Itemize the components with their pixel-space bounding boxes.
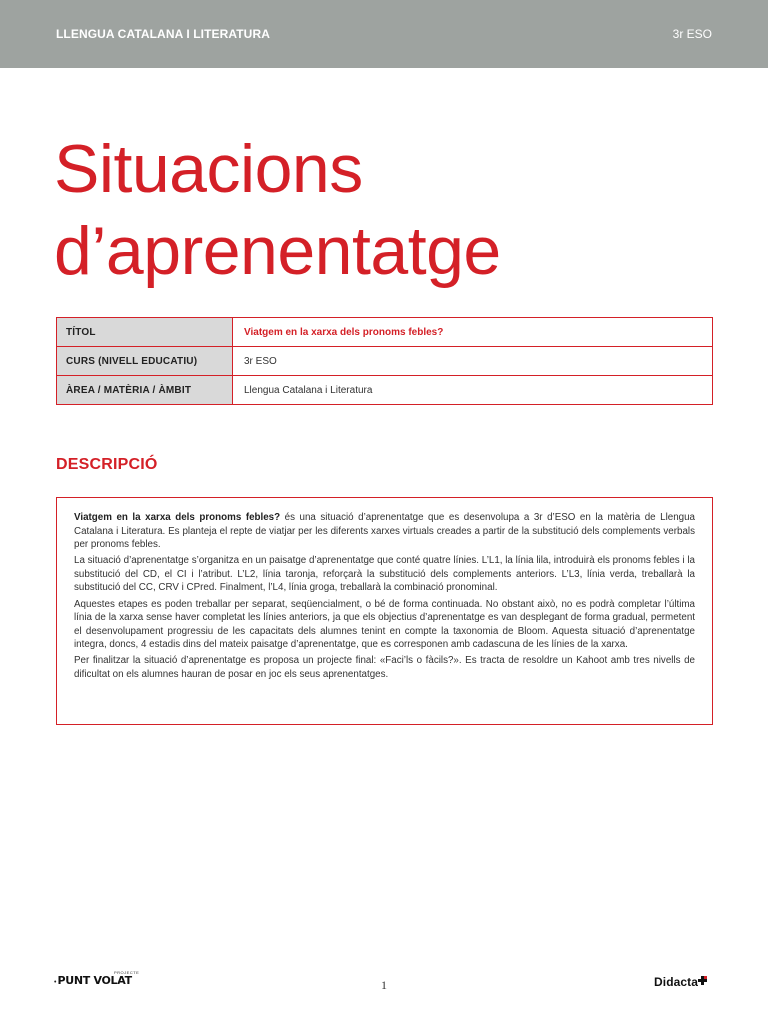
didacta-logo <box>654 972 707 992</box>
description-heading: DESCRIPCIÓ <box>56 456 158 473</box>
description-paragraph-2: La situació d’aprenentatge s’organitza en un paisatge d’aprenentatge que conté quatre línies. L’L1, la línia lila, introduirà els pronoms febles i la substitució del CD, el CI i l’atribut. L’L2, línia taronja, reforçarà la substitució dels complements anteriors. L’L3, línia verda, treballarà la substitució del CC, CRV i CPred. Finalment, l’L4, línia groga, treballarà la combinació pronominal. <box>74 555 695 594</box>
page-title-line-1: Situacions <box>54 131 363 207</box>
description-box <box>56 497 713 725</box>
plus-icon <box>698 976 707 985</box>
table-row <box>57 376 713 405</box>
page-header <box>0 0 768 68</box>
area-value: Llengua Catalana i Literatura <box>233 376 713 405</box>
description-highlight: Viatgem en la xarxa dels pronoms febles? <box>74 512 281 523</box>
course-level: 3r ESO <box>672 27 712 41</box>
punt-volat-logo-text: PUNT VOLAT <box>57 974 132 987</box>
description-paragraph-3: Aquestes etapes es poden treballar per separat, seqüencialment, o bé de forma continuada. No obstant això, no es podrà completar l’última línia de la xarxa sense haver completat les línies anteriors, ja que els objectius d’aprenentatge es van desplegant de forma gradual, permetent el desenvolupament progressiu de les capacitats dels alumnes tenint en compte la taxonomia de Bloom. Aquesta situació d’aprenentatge integra, doncs, 4 estadis dins del mateix paisatge d’aprenentatge, que es corresponen amb cadascuna de les línies de la xarxa. <box>74 598 695 651</box>
table-row <box>57 318 713 347</box>
course-label: CURS (NIVELL EDUCATIU) <box>57 347 233 376</box>
info-table <box>56 317 713 405</box>
course-value: 3r ESO <box>233 347 713 376</box>
page-title-line-2: d’aprenentatge <box>54 213 501 289</box>
title-value: Viatgem en la xarxa dels pronoms febles? <box>233 318 713 347</box>
didacta-logo-text: Didacta <box>654 975 699 989</box>
description-paragraph-4: Per finalitzar la situació d’aprenentatge es proposa un projecte final: «Faci’ls o fàcils?». Es tracta de resoldre un Kahoot amb tres nivells de dificultat on els alumnes hauran de posar en joc els seus aprenentatges. <box>74 655 695 681</box>
title-label: TÍTOL <box>57 318 233 347</box>
logo-dot-icon: • <box>54 979 57 986</box>
subject-title: LLENGUA CATALANA I LITERATURA <box>56 27 270 41</box>
table-row <box>57 347 713 376</box>
description-paragraph-1 <box>74 511 695 552</box>
page-title <box>54 128 501 292</box>
description-paragraph-1-text: és una situació d’aprenentatge que es desenvolupa a 3r d’ESO en la matèria de Llengua Catalana i Literatura. Es planteja el repte de viatjar per les diferents xarxes virtuals creades a partir de la substitució dels complements verbals per pronoms febles. <box>74 512 695 551</box>
page-number: 1 <box>381 978 387 992</box>
punt-volat-logo <box>54 970 140 987</box>
area-label: ÀREA / MATÈRIA / ÀMBIT <box>57 376 233 405</box>
punt-volat-logo-tag: PROJECTE <box>114 970 140 975</box>
